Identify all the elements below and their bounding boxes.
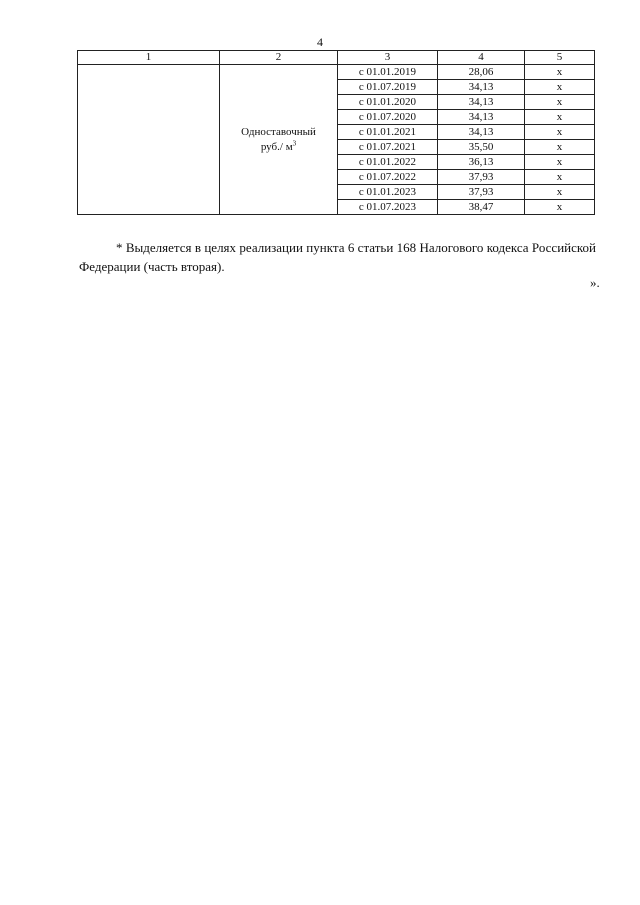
col5-cell: х <box>525 155 595 170</box>
col5-cell: х <box>525 140 595 155</box>
column-header: 2 <box>220 51 338 65</box>
period-cell: с 01.01.2022 <box>338 155 438 170</box>
empty-group-cell <box>78 65 220 215</box>
table-header-row <box>78 51 595 65</box>
value-cell: 38,47 <box>438 200 525 215</box>
closing-quote-mark: ». <box>590 275 600 290</box>
value-cell: 34,13 <box>438 125 525 140</box>
unit-superscript: 3 <box>292 138 297 147</box>
footnote: * Выделяется в целях реализации пункта 6 статьи 168 Налогового кодекса Российской Федерации (часть вторая). <box>79 240 596 274</box>
period-cell: с 01.07.2020 <box>338 110 438 125</box>
period-cell: с 01.01.2021 <box>338 125 438 140</box>
col5-cell: х <box>525 80 595 95</box>
col5-cell: х <box>525 65 595 80</box>
value-cell: 34,13 <box>438 80 525 95</box>
value-cell: 35,50 <box>438 140 525 155</box>
tariff-type-cell <box>220 65 338 215</box>
tariff-unit-label: руб./ м <box>260 140 293 153</box>
column-header: 1 <box>78 51 220 65</box>
table-row <box>78 65 595 80</box>
column-header: 3 <box>338 51 438 65</box>
value-cell: 37,93 <box>438 185 525 200</box>
period-cell: с 01.01.2023 <box>338 185 438 200</box>
col5-cell: х <box>525 185 595 200</box>
period-cell: с 01.07.2022 <box>338 170 438 185</box>
col5-cell: х <box>525 95 595 110</box>
value-cell: 34,13 <box>438 110 525 125</box>
period-cell: с 01.07.2019 <box>338 80 438 95</box>
col5-cell: х <box>525 200 595 215</box>
period-cell: с 01.07.2021 <box>338 140 438 155</box>
col5-cell: х <box>525 125 595 140</box>
value-cell: 28,06 <box>438 65 525 80</box>
column-header: 5 <box>525 51 595 65</box>
column-header: 4 <box>438 51 525 65</box>
period-cell: с 01.01.2020 <box>338 95 438 110</box>
tariff-table <box>77 50 595 215</box>
page-number: 4 <box>317 35 323 49</box>
tariff-type-label: Одноставочный <box>241 125 316 138</box>
period-cell: с 01.07.2023 <box>338 200 438 215</box>
col5-cell: х <box>525 110 595 125</box>
value-cell: 36,13 <box>438 155 525 170</box>
period-cell: с 01.01.2019 <box>338 65 438 80</box>
value-cell: 37,93 <box>438 170 525 185</box>
value-cell: 34,13 <box>438 95 525 110</box>
col5-cell: х <box>525 170 595 185</box>
